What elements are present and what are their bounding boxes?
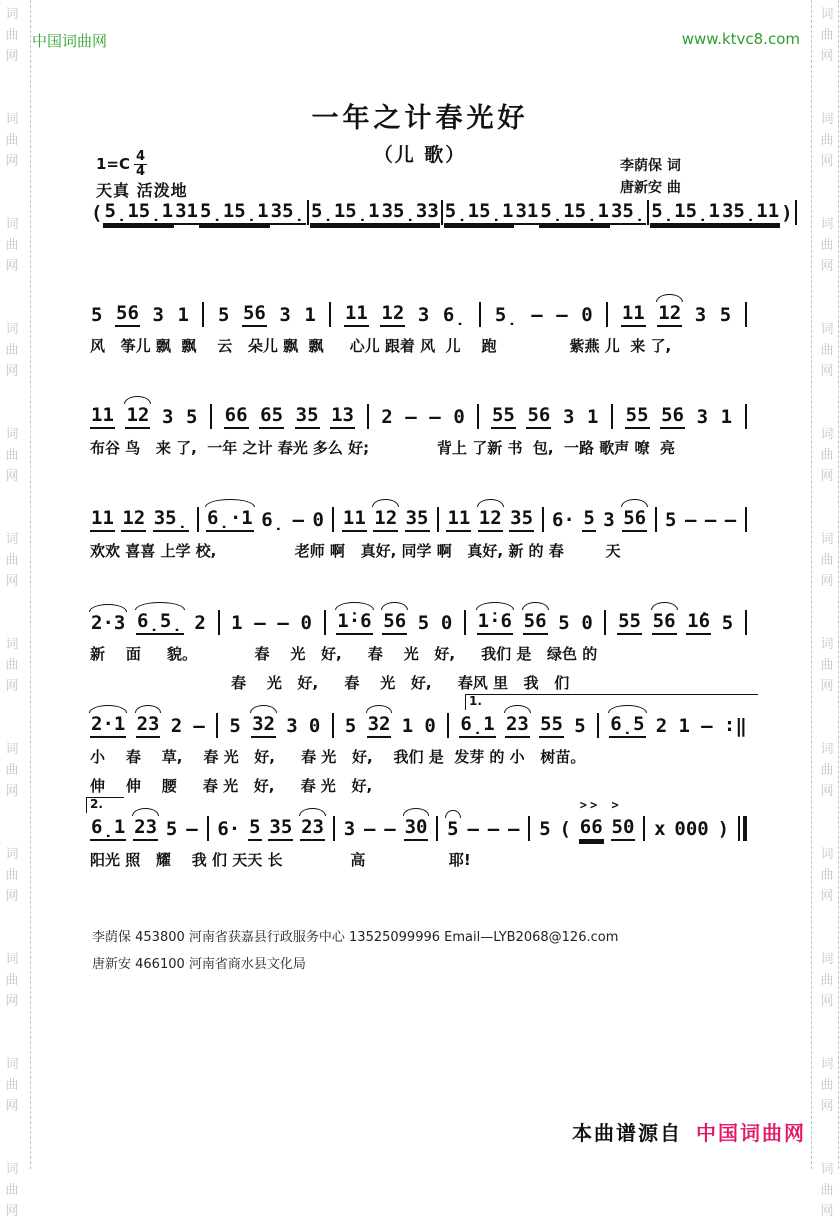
key-signature bbox=[96, 150, 147, 178]
left-dashed-guide bbox=[30, 0, 31, 1169]
watermark-char: 网 bbox=[820, 1204, 834, 1219]
note-token: 5̣ bbox=[494, 304, 518, 327]
note-token: 5 bbox=[344, 715, 357, 738]
watermark-char: 曲 bbox=[5, 238, 19, 253]
watermark-char: 网 bbox=[820, 154, 834, 169]
music-system bbox=[90, 610, 748, 694]
lyric-row: 风 筝儿 飘 飘 云 朵儿 飘 飘 心儿 跟着 风 儿 跑 紫燕 儿 来 了, bbox=[90, 337, 672, 355]
note-token: 5 bbox=[719, 304, 732, 327]
note-token: 3 bbox=[343, 818, 356, 841]
lyric-row: 伸 伸 腰 春 光 好, 春 光 好, bbox=[90, 777, 373, 796]
note-token: 55 bbox=[625, 405, 650, 429]
note-token: 5 bbox=[165, 818, 178, 841]
note-token: 31 bbox=[174, 201, 199, 225]
barline bbox=[597, 713, 599, 738]
watermark-char: 曲 bbox=[820, 28, 834, 43]
note-token: 0 bbox=[300, 612, 312, 635]
lyricist-contact: 李荫保 453800 河南省获嘉县行政服务中心 13525099996 Email—LYB2068@126.com bbox=[92, 930, 619, 945]
note-token: – bbox=[405, 406, 417, 429]
watermark-char: 词 bbox=[820, 847, 834, 862]
note-token: 6̣·1 bbox=[206, 508, 254, 532]
note-token: 30 bbox=[404, 817, 429, 841]
note-token: 5 bbox=[539, 818, 551, 841]
note-token: 5 bbox=[721, 612, 734, 635]
note-token: 1 bbox=[678, 715, 690, 738]
barline bbox=[647, 200, 649, 225]
barline bbox=[528, 816, 530, 841]
note-token: 5 bbox=[229, 715, 241, 738]
watermark-char: 词 bbox=[820, 7, 834, 22]
note-token: 1̇6 bbox=[686, 611, 711, 635]
note-token: 5̣15̣1 bbox=[444, 201, 515, 225]
watermark-char: 词 bbox=[820, 427, 834, 442]
site-name: 中国词曲网 bbox=[32, 32, 108, 50]
barline bbox=[643, 816, 645, 841]
watermark-char: 词 bbox=[5, 427, 19, 442]
notation-row bbox=[90, 302, 748, 327]
source-credit-brand: 中国词曲网 bbox=[696, 1121, 806, 1145]
note-token: 5 bbox=[665, 509, 677, 532]
note-token: ( bbox=[91, 202, 103, 225]
note-token: 6̣1 bbox=[90, 817, 126, 841]
note-token: 5 bbox=[574, 715, 586, 738]
lyric-row: 春 光 好, 春 光 好, 春风 里 我 们 bbox=[90, 674, 570, 693]
site-url: www.ktvc8.com bbox=[681, 30, 800, 48]
note-token: 11 bbox=[90, 508, 115, 532]
watermark-char: 网 bbox=[820, 889, 834, 904]
note-token: – bbox=[384, 818, 396, 841]
volta-bracket: 2. bbox=[86, 797, 124, 813]
note-token: 2 bbox=[381, 406, 393, 429]
barline bbox=[477, 404, 479, 429]
tempo-marking: 天真 活泼地 bbox=[96, 181, 188, 200]
note-token: 65 bbox=[259, 405, 284, 429]
note-token: ) bbox=[717, 818, 730, 841]
watermark-char: 曲 bbox=[5, 133, 19, 148]
note-token: 1 bbox=[720, 406, 733, 429]
notation-row bbox=[90, 713, 748, 738]
note-token: 35̣ bbox=[610, 201, 646, 225]
watermark-char: 词 bbox=[820, 322, 834, 337]
note-token: 5 bbox=[186, 406, 198, 429]
watermark-char: 曲 bbox=[820, 133, 834, 148]
note-token: – bbox=[487, 818, 500, 841]
note-token: 11 bbox=[342, 508, 367, 532]
note-token: 0 bbox=[308, 715, 321, 738]
watermark-char: 词 bbox=[5, 217, 19, 232]
note-token: 5̣15̣1 bbox=[199, 201, 270, 225]
note-token: – bbox=[292, 509, 305, 532]
note-token: – bbox=[508, 818, 520, 841]
notation-row bbox=[90, 404, 748, 429]
note-token: 35̣11 bbox=[721, 201, 780, 225]
note-token: 1 bbox=[304, 304, 316, 327]
watermark-char: 网 bbox=[5, 364, 19, 379]
barline bbox=[447, 713, 449, 738]
note-token: – bbox=[701, 715, 713, 738]
note-token: 5̣15̣1 bbox=[650, 201, 721, 225]
watermark-char: 词 bbox=[5, 7, 19, 22]
lyric-row: 小 春 草, 春 光 好, 春 光 好, 我们 是 发芽 的 小 树苗。 bbox=[90, 748, 586, 766]
watermark-char: 网 bbox=[820, 994, 834, 1009]
note-token: 6̣ bbox=[261, 509, 285, 532]
watermark-char: 词 bbox=[5, 322, 19, 337]
accent-mark: >> bbox=[579, 798, 601, 813]
note-token: 5 bbox=[91, 304, 103, 327]
source-credit bbox=[572, 1117, 806, 1146]
note-token: ) bbox=[781, 202, 793, 225]
song-subtitle: （儿 歌） bbox=[373, 144, 467, 166]
barline bbox=[745, 610, 747, 635]
note-token: 1 bbox=[177, 304, 189, 327]
barline bbox=[795, 200, 797, 225]
note-token: 12 bbox=[125, 405, 150, 429]
watermark-char: 曲 bbox=[820, 658, 834, 673]
note-token: 0 bbox=[440, 612, 453, 635]
time-signature bbox=[134, 150, 147, 178]
barline bbox=[441, 200, 443, 225]
note-token: 5̣15̣1 bbox=[103, 201, 174, 225]
watermark-char: 词 bbox=[5, 952, 19, 967]
watermark-char: 词 bbox=[5, 847, 19, 862]
note-token: 66 bbox=[224, 405, 249, 429]
note-token: 2 bbox=[170, 715, 183, 738]
note-token: 0 bbox=[312, 509, 324, 532]
note-token: 11 bbox=[90, 405, 115, 429]
time-numerator: 4 bbox=[136, 149, 146, 164]
barline bbox=[745, 404, 747, 429]
note-token: 35 bbox=[405, 508, 430, 532]
note-token: 56 bbox=[382, 611, 407, 635]
composer-contact: 唐新安 466100 河南省商水县文化局 bbox=[92, 957, 306, 973]
barline bbox=[332, 507, 334, 532]
watermark-char: 曲 bbox=[820, 238, 834, 253]
watermark-char: 曲 bbox=[820, 553, 834, 568]
note-token: 6̣5̣ bbox=[136, 611, 184, 635]
notation-row bbox=[90, 798, 748, 841]
note-token: 6· bbox=[217, 818, 241, 841]
note-token: 12 bbox=[380, 303, 405, 327]
watermark-char: 网 bbox=[5, 1204, 19, 1219]
note-token: 5̣15̣1 bbox=[539, 201, 610, 225]
final-barline bbox=[738, 816, 747, 841]
note-token: 3 bbox=[694, 304, 707, 327]
note-token: 6̣1 bbox=[459, 714, 495, 738]
watermark-char: 词 bbox=[820, 112, 834, 127]
note-token: – bbox=[556, 304, 568, 327]
watermark-char: 网 bbox=[5, 49, 19, 64]
note-token: 13 bbox=[330, 405, 355, 429]
watermark-char: 词 bbox=[820, 1162, 834, 1177]
notation-row bbox=[90, 507, 748, 532]
note-token: – bbox=[429, 406, 441, 429]
credits bbox=[620, 156, 681, 199]
time-denominator: 4 bbox=[136, 163, 146, 179]
note-token: – bbox=[363, 818, 376, 841]
note-token: 50 > bbox=[611, 817, 636, 841]
watermark-char: 网 bbox=[820, 259, 834, 274]
note-token: 2·1 bbox=[90, 714, 126, 738]
note-token: – bbox=[467, 818, 479, 841]
watermark-char: 网 bbox=[820, 679, 834, 694]
left-watermark-column bbox=[3, 4, 21, 1219]
barline bbox=[324, 610, 326, 635]
watermark-char: 曲 bbox=[5, 1078, 19, 1093]
note-token: 31 bbox=[514, 201, 539, 225]
note-token: 35̣33 bbox=[381, 201, 440, 225]
watermark-char: 词 bbox=[820, 217, 834, 232]
barline bbox=[655, 507, 657, 532]
song-title: 一年之计春光好 bbox=[311, 103, 529, 134]
notation-row bbox=[90, 200, 793, 225]
note-token: 23 bbox=[505, 714, 530, 738]
barline bbox=[207, 816, 209, 841]
note-token: ∶‖ bbox=[723, 715, 747, 738]
note-token: 55 bbox=[539, 714, 564, 738]
watermark-char: 曲 bbox=[5, 553, 19, 568]
watermark-char: 曲 bbox=[5, 868, 19, 883]
barline bbox=[307, 200, 309, 225]
watermark-char: 曲 bbox=[5, 658, 19, 673]
key-label: 1=C bbox=[96, 155, 131, 174]
watermark-char: 词 bbox=[820, 532, 834, 547]
watermark-char: 词 bbox=[820, 952, 834, 967]
note-token: 35̣ bbox=[153, 508, 189, 532]
watermark-char: 词 bbox=[5, 112, 19, 127]
note-token: 5̣15̣1 bbox=[310, 201, 381, 225]
watermark-char: 网 bbox=[820, 574, 834, 589]
volta-bracket: 1. bbox=[465, 694, 758, 710]
note-token: 3 bbox=[696, 406, 709, 429]
barline bbox=[464, 610, 466, 635]
watermark-char: 词 bbox=[820, 637, 834, 652]
right-dashed-guide bbox=[811, 0, 812, 1169]
composer-credit: 唐新安 曲 bbox=[620, 179, 681, 196]
watermark-char: 网 bbox=[5, 889, 19, 904]
watermark-char: 词 bbox=[820, 742, 834, 757]
barline bbox=[333, 816, 335, 841]
note-token: 3 bbox=[417, 304, 430, 327]
barline bbox=[329, 302, 331, 327]
barline bbox=[197, 507, 199, 532]
note-token: 5 bbox=[558, 612, 570, 635]
barline bbox=[367, 404, 369, 429]
note-token: 5 bbox=[417, 612, 430, 635]
barline bbox=[606, 302, 608, 327]
note-token: 56 bbox=[523, 611, 548, 635]
barline bbox=[218, 610, 220, 635]
note-token: – bbox=[724, 509, 737, 532]
note-token: 1 bbox=[586, 406, 599, 429]
barline bbox=[437, 507, 439, 532]
barline bbox=[479, 302, 481, 327]
lyric-row: 新 面 貌。 春 光 好, 春 光 好, 我们 是 绿色 的 bbox=[90, 645, 598, 663]
note-token: 5 bbox=[217, 304, 230, 327]
watermark-char: 词 bbox=[5, 742, 19, 757]
note-token: 35 bbox=[509, 508, 534, 532]
barline bbox=[604, 610, 606, 635]
note-token: 32 bbox=[367, 714, 392, 738]
note-token: 1̇·6 bbox=[336, 611, 372, 635]
note-token: 23 bbox=[136, 714, 161, 738]
watermark-char: 曲 bbox=[820, 868, 834, 883]
music-system bbox=[90, 507, 748, 561]
watermark-char: 曲 bbox=[820, 973, 834, 988]
note-token: – bbox=[277, 612, 289, 635]
watermark-char: 网 bbox=[5, 259, 19, 274]
note-token: 0 bbox=[453, 406, 465, 429]
watermark-char: 曲 bbox=[820, 763, 834, 778]
lyric-row: 阳光 照 耀 我 们 天天 长 高 耶! bbox=[90, 851, 471, 869]
watermark-char: 曲 bbox=[5, 448, 19, 463]
lyricist-credit: 李荫保 词 bbox=[620, 158, 681, 174]
note-token: x bbox=[654, 818, 666, 841]
note-token: 56 bbox=[115, 303, 140, 327]
watermark-char: 曲 bbox=[5, 1183, 19, 1198]
note-token: 56 bbox=[660, 405, 685, 429]
note-token: 56 bbox=[526, 405, 551, 429]
watermark-char: 曲 bbox=[5, 973, 19, 988]
note-token: 6· bbox=[551, 509, 575, 532]
note-token: 11 bbox=[446, 508, 471, 532]
note-token: 66 >> bbox=[579, 817, 604, 841]
watermark-char: 曲 bbox=[820, 1183, 834, 1198]
note-token: 32 bbox=[251, 714, 276, 738]
watermark-char: 词 bbox=[5, 532, 19, 547]
note-token: 3 bbox=[279, 304, 291, 327]
note-token: 3 bbox=[562, 406, 575, 429]
accent-mark: > bbox=[611, 798, 622, 813]
note-token: 3 bbox=[161, 406, 174, 429]
music-system bbox=[90, 200, 793, 225]
contact-info bbox=[92, 924, 618, 979]
watermark-char: 网 bbox=[820, 1099, 834, 1114]
barline bbox=[436, 816, 438, 841]
barline bbox=[745, 302, 747, 327]
watermark-char: 词 bbox=[820, 1057, 834, 1072]
note-token: 3 bbox=[603, 509, 615, 532]
note-token: – bbox=[186, 818, 198, 841]
note-token: 56 bbox=[622, 508, 647, 532]
watermark-char: 网 bbox=[5, 784, 19, 799]
note-token: 56 bbox=[242, 303, 267, 327]
barline bbox=[202, 302, 204, 327]
watermark-char: 网 bbox=[820, 784, 834, 799]
note-token: 0 bbox=[581, 612, 593, 635]
watermark-char: 词 bbox=[5, 637, 19, 652]
note-token: 2·3 bbox=[91, 612, 126, 635]
note-token: 35 bbox=[268, 817, 293, 841]
note-token: 11 bbox=[344, 303, 369, 327]
watermark-char: 曲 bbox=[5, 343, 19, 358]
note-token: – bbox=[531, 304, 543, 327]
lyric-row: 欢欢 喜喜 上学 校, 老师 啊 真好, 同学 啊 真好, 新 的 春 天 bbox=[90, 542, 621, 560]
music-system bbox=[90, 694, 748, 797]
watermark-char: 网 bbox=[820, 364, 834, 379]
note-token: 12 bbox=[657, 303, 682, 327]
right-watermark-column bbox=[818, 4, 836, 1219]
note-token: 3 bbox=[286, 715, 298, 738]
note-token: 12 bbox=[478, 508, 503, 532]
barline bbox=[332, 713, 334, 738]
note-token: 11 bbox=[621, 303, 646, 327]
note-token: 3 bbox=[152, 304, 164, 327]
note-token: 35̣ bbox=[270, 201, 306, 225]
note-token: 1̇·6 bbox=[477, 611, 513, 635]
note-token: ( bbox=[559, 818, 571, 841]
note-token: 2 bbox=[194, 612, 206, 635]
note-token: – bbox=[254, 612, 266, 635]
watermark-char: 网 bbox=[5, 469, 19, 484]
note-token: 000 bbox=[674, 818, 709, 841]
note-token: 6̣ bbox=[442, 304, 466, 327]
note-token: 2 bbox=[655, 715, 668, 738]
watermark-char: 词 bbox=[5, 1057, 19, 1072]
note-token: 5 bbox=[447, 818, 459, 841]
watermark-char: 网 bbox=[5, 679, 19, 694]
lyric-row: 布谷 鸟 来 了, 一年 之计 春光 多么 好; 背上 了新 书 包, 一路 歌声 嘹 亮 bbox=[90, 439, 675, 457]
note-token: 23 bbox=[133, 817, 158, 841]
music-system bbox=[90, 404, 748, 458]
barline bbox=[542, 507, 544, 532]
note-token: 5 bbox=[248, 817, 261, 841]
barline bbox=[611, 404, 613, 429]
watermark-char: 曲 bbox=[820, 343, 834, 358]
note-token: 12 bbox=[373, 508, 398, 532]
note-token: – bbox=[193, 715, 205, 738]
watermark-char: 网 bbox=[820, 469, 834, 484]
note-token: 35 bbox=[295, 405, 320, 429]
note-token: 1 bbox=[401, 715, 414, 738]
watermark-char: 网 bbox=[5, 574, 19, 589]
source-credit-prefix: 本曲谱源自 bbox=[572, 1121, 682, 1145]
music-system bbox=[90, 797, 748, 870]
notation-row bbox=[90, 610, 748, 635]
watermark-char: 网 bbox=[820, 49, 834, 64]
watermark-char: 曲 bbox=[820, 448, 834, 463]
watermark-char: 曲 bbox=[5, 28, 19, 43]
note-token: 1 bbox=[231, 612, 243, 635]
note-token: 55 bbox=[617, 611, 642, 635]
note-token: – bbox=[704, 509, 717, 532]
watermark-char: 词 bbox=[5, 1162, 19, 1177]
note-token: 23 bbox=[300, 817, 325, 841]
barline bbox=[745, 507, 747, 532]
watermark-char: 网 bbox=[5, 154, 19, 169]
barline bbox=[216, 713, 218, 738]
music-system bbox=[90, 302, 748, 356]
barline bbox=[210, 404, 212, 429]
note-token: 6̣5 bbox=[609, 714, 645, 738]
watermark-char: 曲 bbox=[5, 763, 19, 778]
note-token: – bbox=[684, 509, 697, 532]
right-edge-guide bbox=[838, 0, 839, 1169]
note-token: 5 bbox=[582, 508, 595, 532]
note-token: 0 bbox=[581, 304, 593, 327]
watermark-char: 曲 bbox=[820, 1078, 834, 1093]
watermark-char: 网 bbox=[5, 1099, 19, 1114]
note-token: 56 bbox=[652, 611, 677, 635]
note-token: 55 bbox=[491, 405, 516, 429]
watermark-char: 网 bbox=[5, 994, 19, 1009]
note-token: 12 bbox=[121, 508, 146, 532]
note-token: 0 bbox=[424, 715, 436, 738]
